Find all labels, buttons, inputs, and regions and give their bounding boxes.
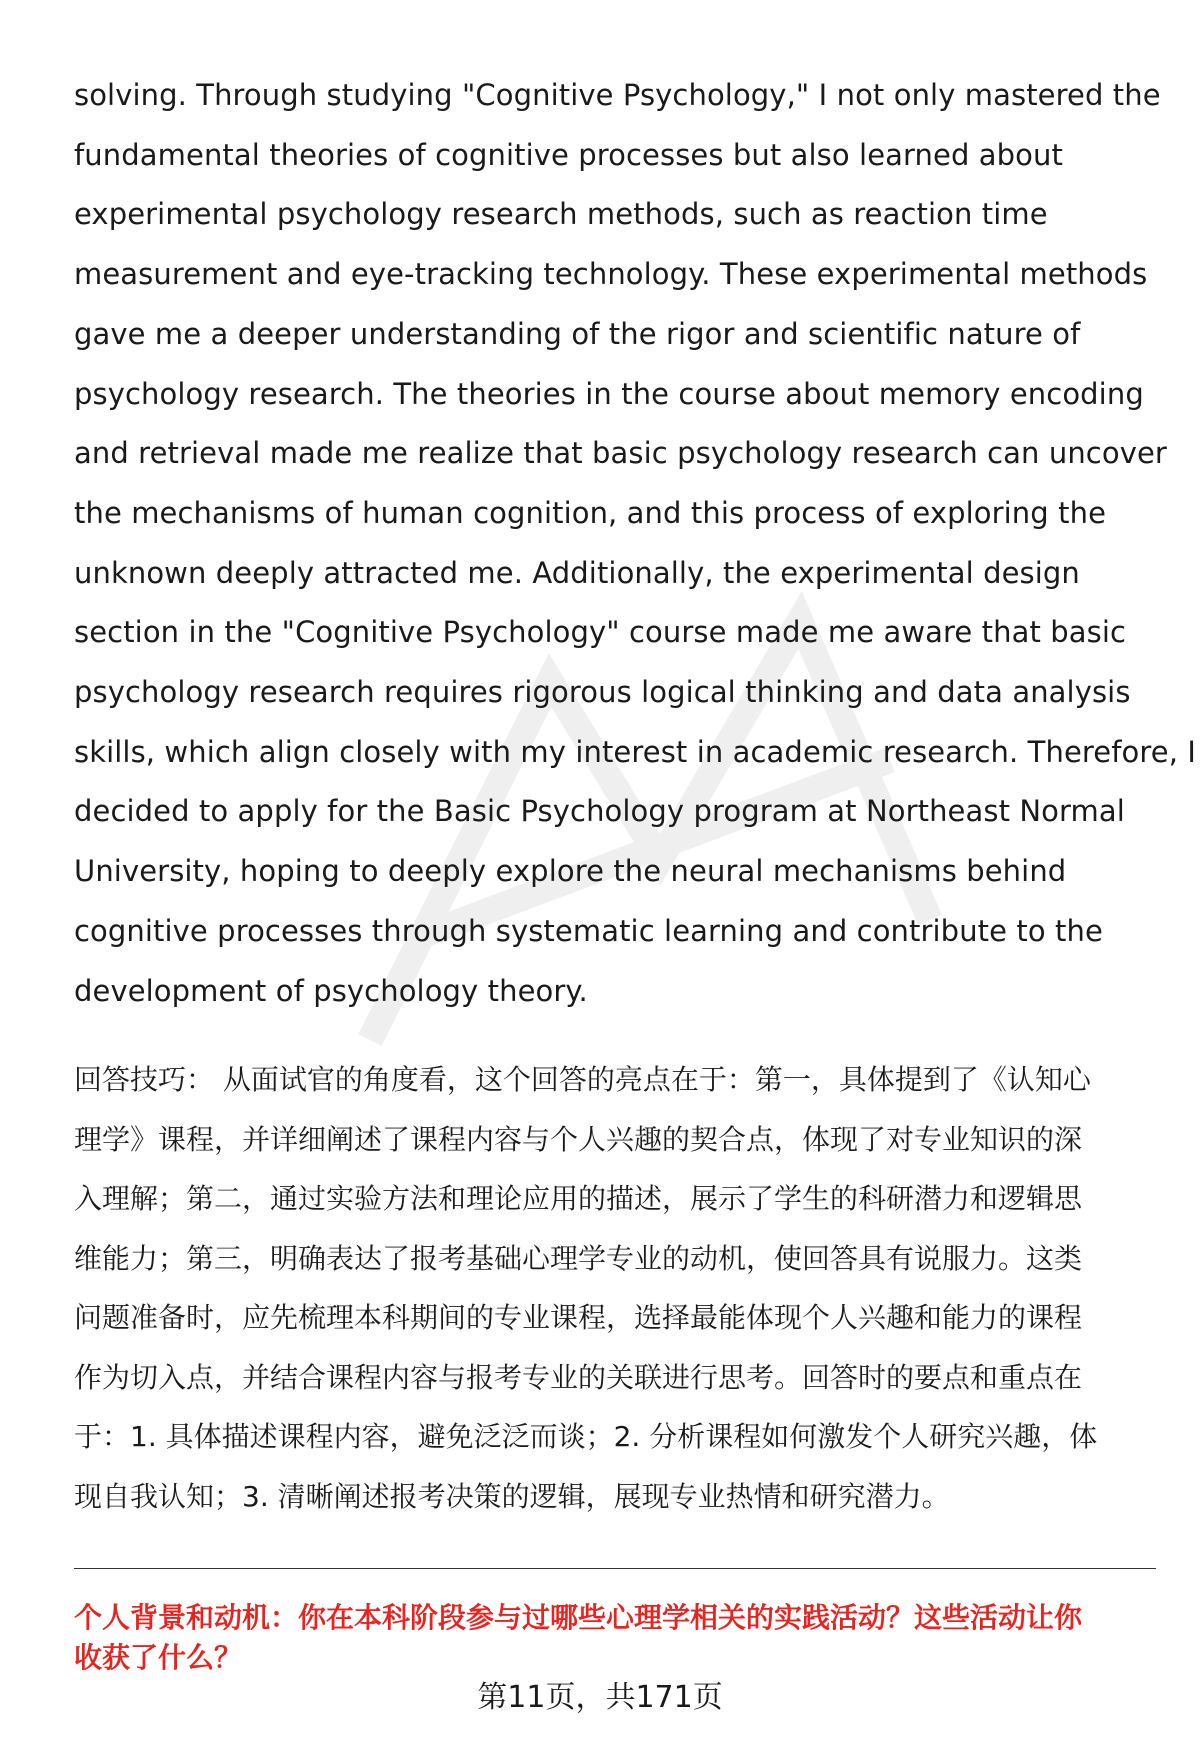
tips-line: 理学》课程，并详细阐述了课程内容与个人兴趣的契合点，体现了对专业知识的深 — [74, 1122, 1083, 1156]
paragraph-line: and retrieval made me realize that basic psychology research can uncover — [74, 436, 1167, 471]
paragraph-line: psychology research. The theories in the course about memory encoding — [74, 376, 1144, 411]
tips-line: 现自我认知；3. 清晰阐述报考决策的逻辑，展现专业热情和研究潜力。 — [74, 1479, 950, 1513]
page-number: 第11页，共171页 — [477, 1680, 723, 1715]
tips-line: 维能力；第三，明确表达了报考基础心理学专业的动机，使回答具有说服力。这类 — [74, 1241, 1083, 1275]
answer-continuation-paragraph — [74, 66, 1196, 1021]
question-line: 个人背景和动机：你在本科阶段参与过哪些心理学相关的实践活动？这些活动让你 — [74, 1601, 1083, 1634]
paragraph-line: measurement and eye-tracking technology. These experimental methods — [74, 257, 1148, 292]
tips-line: 问题准备时，应先梳理本科期间的专业课程，选择最能体现个人兴趣和能力的课程 — [74, 1301, 1083, 1334]
paragraph-line: gave me a deeper understanding of the rigor and scientific nature of — [74, 316, 1081, 351]
next-question-heading — [74, 1598, 1159, 1678]
tips-line: 作为切入点，并结合课程内容与报考专业的关联进行思考。回答时的要点和重点在 — [74, 1360, 1083, 1394]
tips-line: 回答技巧： 从面试官的角度看，这个回答的亮点在于：第一，具体提到了《认知心 — [74, 1063, 1091, 1096]
paragraph-line: decided to apply for the Basic Psychology program at Northeast Normal — [74, 794, 1125, 829]
paragraph-line: unknown deeply attracted me. Additionally, the experimental design — [74, 555, 1080, 590]
paragraph-line: cognitive processes through systematic learning and contribute to the — [74, 913, 1103, 948]
question-line: 收获了什么？ — [74, 1641, 243, 1674]
answer-tips-paragraph — [74, 1050, 1159, 1526]
paragraph-line: section in the "Cognitive Psychology" course made me aware that basic — [74, 615, 1127, 650]
paragraph-line: University, hoping to deeply explore the neural mechanisms behind — [74, 854, 1067, 889]
paragraph-line: psychology research requires rigorous logical thinking and data analysis — [74, 675, 1131, 710]
tips-line: 于：1. 具体描述课程内容，避免泛泛而谈；2. 分析课程如何激发个人研究兴趣，体 — [74, 1420, 1098, 1453]
paragraph-line: solving. Through studying "Cognitive Psychology," I not only mastered the — [74, 78, 1161, 112]
paragraph-line: development of psychology theory. — [74, 973, 588, 1008]
section-divider — [74, 1568, 1156, 1569]
paragraph-line: skills, which align closely with my interest in academic research. Therefore, I — [74, 734, 1196, 769]
paragraph-line: the mechanisms of human cognition, and this process of exploring the — [74, 495, 1107, 530]
paragraph-line: fundamental theories of cognitive processes but also learned about — [74, 137, 1063, 172]
paragraph-line: experimental psychology research methods, such as reaction time — [74, 197, 1048, 232]
tips-line: 入理解；第二，通过实验方法和理论应用的描述，展示了学生的科研潜力和逻辑思 — [74, 1182, 1083, 1215]
